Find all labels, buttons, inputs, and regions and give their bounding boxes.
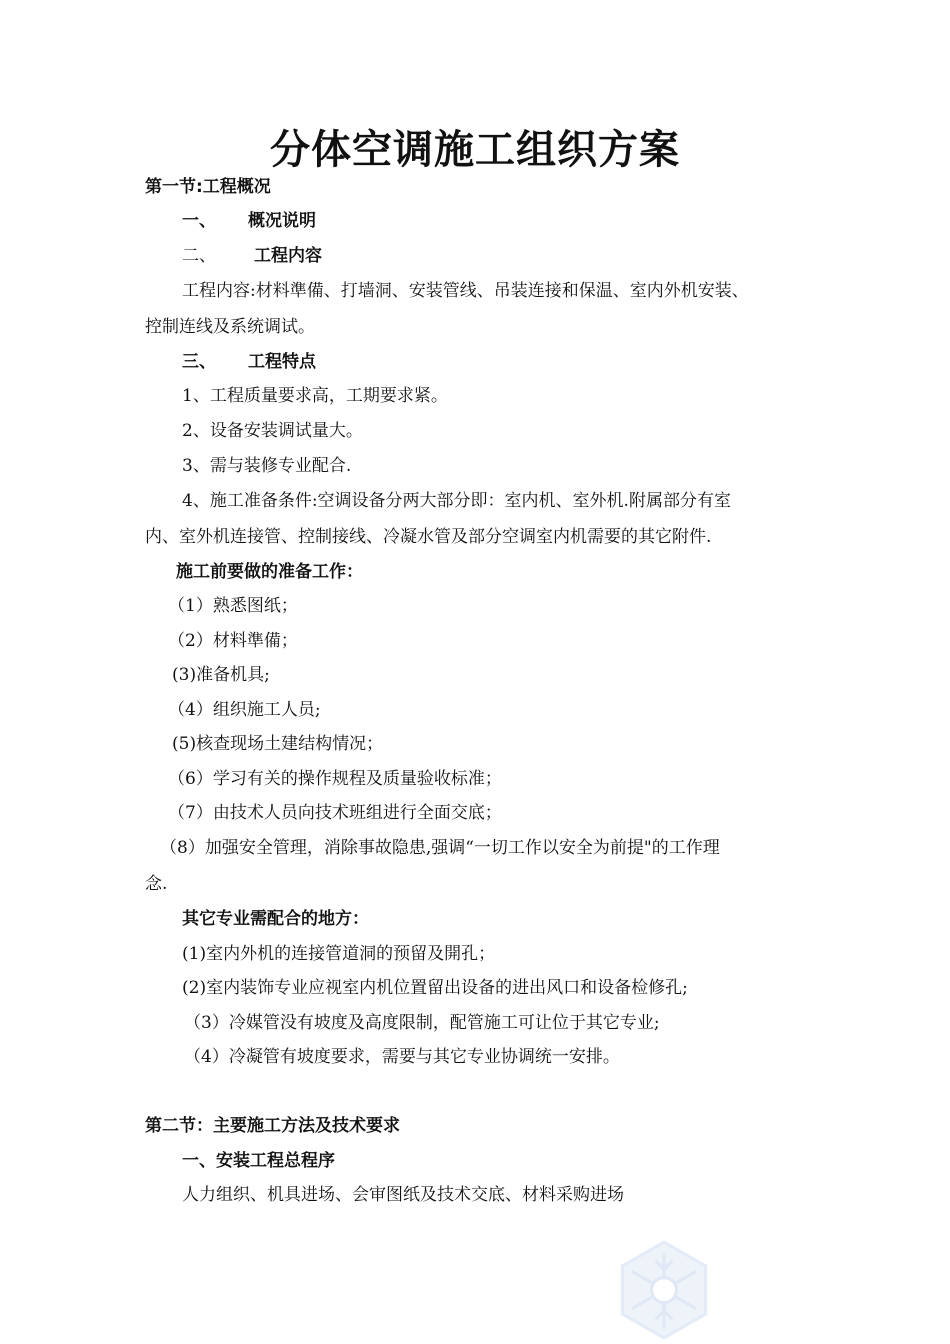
prep-item: （2）材料準備；	[168, 631, 298, 651]
section2-subheading: 一、安装工程总程序	[182, 1151, 335, 1171]
prep-item: （4）组织施工人员;	[168, 700, 321, 720]
coop-item: (2)室内装饰专业应视室内机位置留出设备的进出风口和设备检修孔;	[182, 978, 688, 998]
content-line-1: 工程内容:材料準備、打墙洞、安装管线、吊装连接和保温、室内外机安装、	[182, 281, 749, 301]
coop-heading: 其它专业需配合的地方：	[182, 909, 369, 929]
prep-heading: 施工前要做的准备工作：	[176, 562, 363, 582]
item3-label: 工程特点	[248, 352, 316, 372]
section2-line-1: 人力组织、机具进场、会审图纸及技术交底、材料采购进场	[182, 1185, 624, 1205]
prep-item: （6）学习有关的操作规程及质量验收标准；	[168, 769, 502, 789]
document-title: 分体空调施工组织方案	[270, 127, 680, 173]
feature-item: 1、工程质量要求高，工期要求紧。	[182, 386, 448, 406]
prep-item: （1）熟悉图纸；	[168, 596, 298, 616]
item1-number: 一、	[182, 211, 216, 231]
item2-number: 二、	[182, 246, 216, 266]
snowflake-watermark-icon	[612, 1238, 716, 1342]
item1-label: 概况说明	[248, 211, 316, 231]
prep-item: （8）加强安全管理，消除事故隐患,强调“一切工作以安全为前提"的工作理	[160, 838, 720, 858]
prep-item: （7）由技术人员向技术班组进行全面交底；	[168, 803, 502, 823]
prep-item: (3)准备机具;	[172, 665, 270, 685]
prep-item: (5)核查现场土建结构情况；	[172, 734, 384, 754]
prep-item-continuation: 念.	[145, 874, 168, 894]
feature-item: 4、施工准备条件:空调设备分两大部分即：室内机、室外机.附属部分有室	[182, 491, 731, 511]
coop-item: (1)室内外机的连接管道洞的预留及開孔；	[182, 944, 496, 964]
coop-item: （3）冷媒管没有坡度及高度限制，配管施工可让位于其它专业;	[184, 1013, 660, 1033]
item2-label: 工程内容	[254, 246, 322, 266]
feature-item: 3、需与装修专业配合.	[182, 456, 352, 476]
item3-number: 三、	[182, 352, 216, 372]
feature-item-continuation: 内、室外机连接管、控制接线、冷凝水管及部分空调室内机需要的其它附件.	[145, 527, 712, 547]
feature-item: 2、设备安装调试量大。	[182, 421, 363, 441]
coop-item: （4）冷凝管有坡度要求，需要与其它专业协调统一安排。	[184, 1047, 620, 1067]
content-line-2: 控制连线及系统调试。	[145, 317, 315, 337]
section1-heading: 第一节:工程概况	[145, 177, 271, 197]
section2-heading: 第二节：主要施工方法及技术要求	[145, 1116, 400, 1136]
